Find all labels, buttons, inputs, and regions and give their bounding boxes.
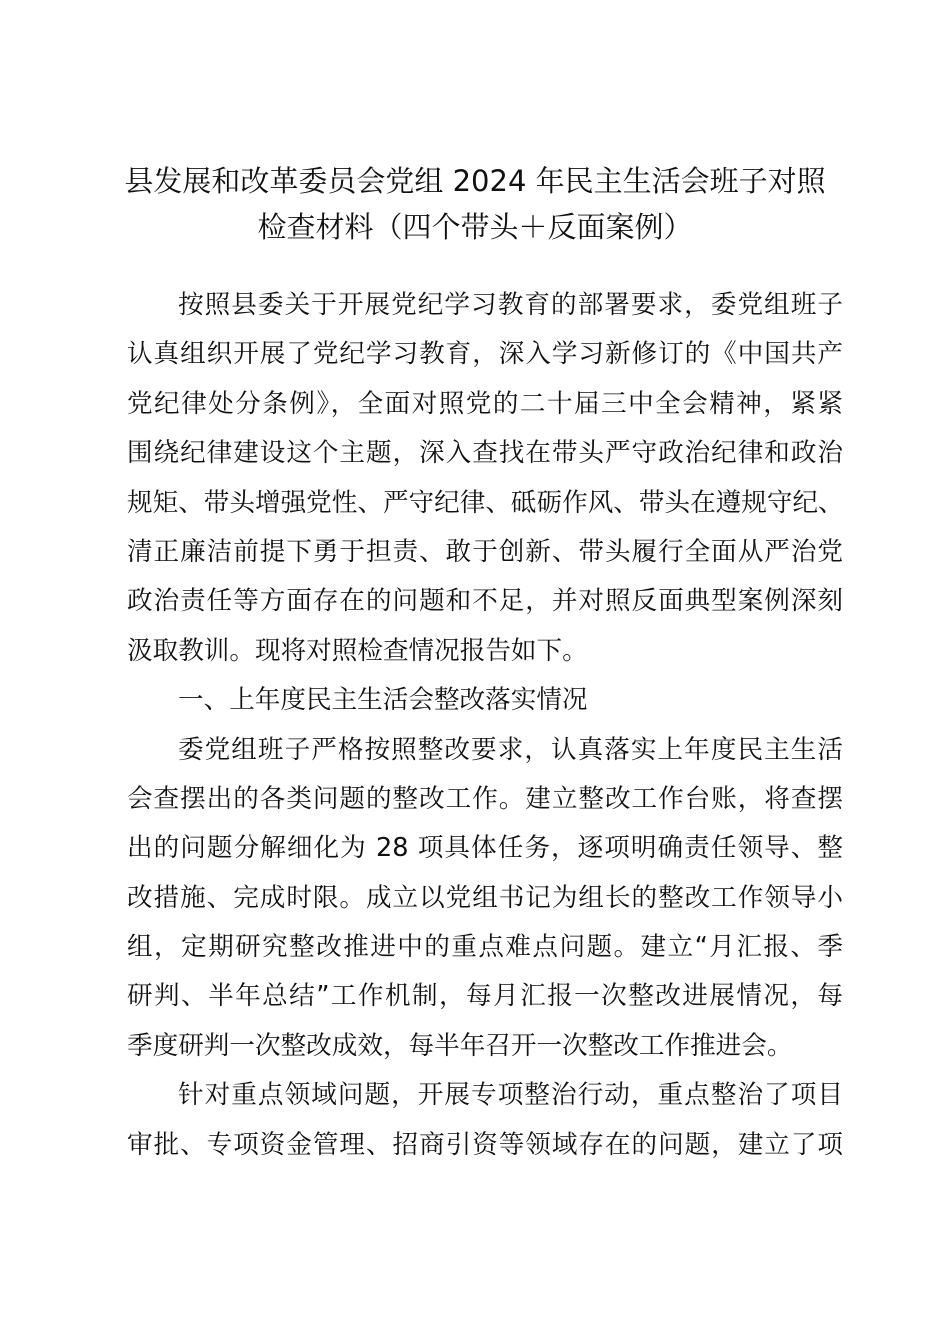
text-line: 汲取教训。现将对照检查情况报告如下。 bbox=[127, 635, 588, 666]
text-line: 政治责任等方面存在的问题和不足，并对照反面典型案例深刻 bbox=[127, 586, 843, 617]
text-line: 党纪律处分条例》，全面对照党的二十届三中全会精神，紧紧 bbox=[127, 388, 843, 419]
text-line: 针对重点领域问题，开展专项整治行动，重点整治了项目 bbox=[178, 1080, 843, 1111]
section-heading: 一、上年度民主生活会整改落实情况 bbox=[178, 685, 588, 716]
text-line: 按照县委关于开展党纪学习教育的部署要求，委党组班子 bbox=[178, 290, 843, 320]
text-line: 季度研判一次整改成效，每半年召开一次整改工作推进会。 bbox=[127, 1030, 793, 1061]
text-line: 改措施、完成时限。成立以党组书记为组长的整改工作领导小 bbox=[127, 882, 843, 913]
text-line: 围绕纪律建设这个主题，深入查找在带头严守政治纪律和政治 bbox=[127, 438, 843, 469]
paragraph-intro bbox=[127, 281, 843, 1170]
text-line: 清正廉洁前提下勇于担责、敢于创新、带头履行全面从严治党 bbox=[127, 536, 843, 567]
text-line: 会查摆出的各类问题的整改工作。建立整改工作台账，将查摆 bbox=[127, 783, 843, 814]
text-line: 委党组班子严格按照整改要求，认真落实上年度民主生活 bbox=[178, 734, 843, 765]
text-line: 认真组织开展了党纪学习教育，深入学习新修订的《中国共产 bbox=[127, 339, 843, 370]
document-title bbox=[110, 158, 840, 250]
title-line-2: 检查材料（四个带头＋反面案例） bbox=[257, 210, 693, 244]
text-line: 组，定期研究整改推进中的重点难点问题。建立“月汇报、季 bbox=[127, 932, 843, 963]
text-line: 规矩、带头增强党性、严守纪律、砥砺作风、带头在遵规守纪、 bbox=[127, 487, 844, 518]
title-line-1: 县发展和改革委员会党组 2024 年民主生活会班子对照 bbox=[124, 164, 826, 198]
text-line: 审批、专项资金管理、招商引资等领域存在的问题，建立了项 bbox=[127, 1129, 843, 1160]
text-line: 出的问题分解细化为 28 项具体任务，逐项明确责任领导、整 bbox=[127, 833, 843, 864]
text-line: 研判、半年总结”工作机制，每月汇报一次整改进展情况，每 bbox=[127, 981, 843, 1012]
